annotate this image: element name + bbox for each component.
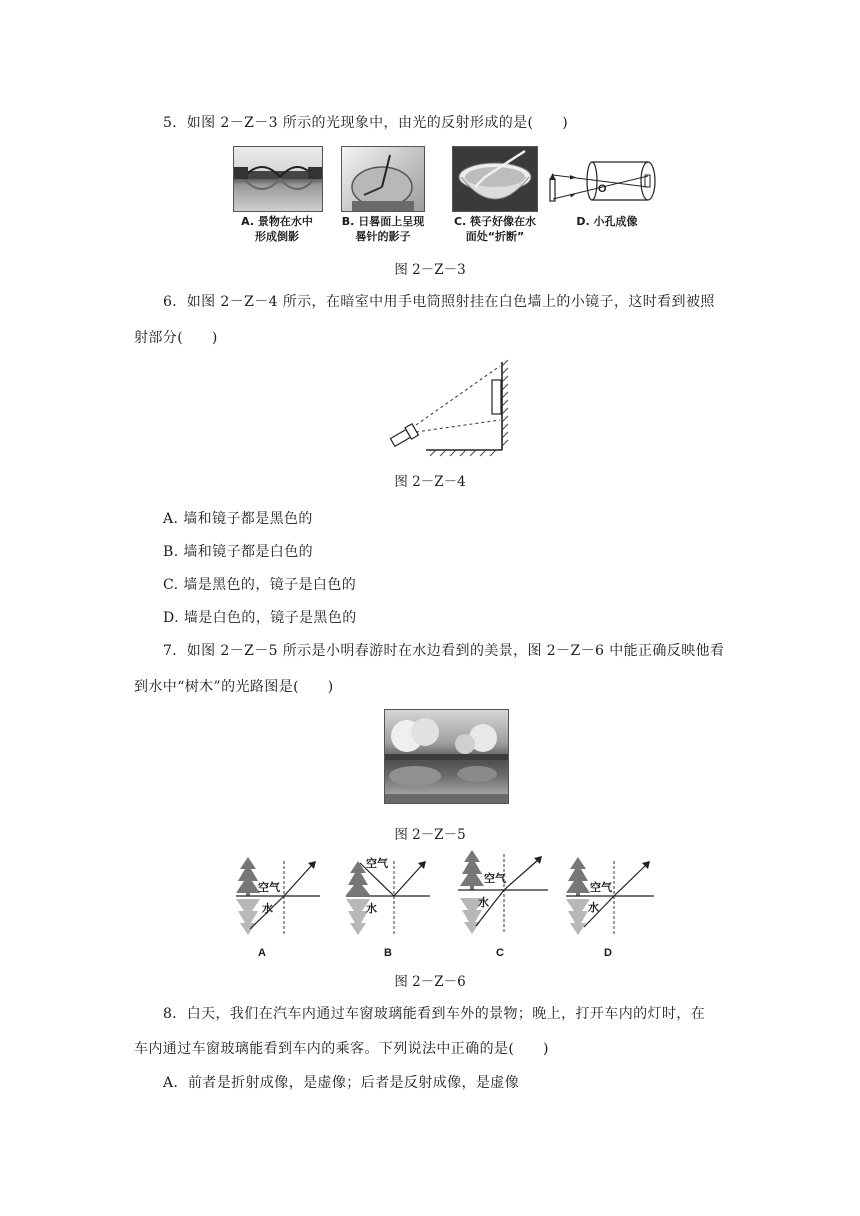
water-label-a: 水 xyxy=(262,903,273,915)
air-label-b: 空气 xyxy=(366,858,388,870)
q6-option-d: D. 墙是白色的，镜子是黑色的 xyxy=(163,610,357,626)
air-label-c: 空气 xyxy=(484,873,506,885)
figure-caption-2-z-5: 图 2－Z－5 xyxy=(394,827,466,843)
q8-stem-line1: 8．白天，我们在汽车内通过车窗玻璃能看到车外的景物；晚上，打开车内的灯时，在 xyxy=(163,1006,706,1022)
q5-option-c-label xyxy=(444,214,546,244)
figure-caption-2-z-6: 图 2－Z－6 xyxy=(394,974,466,990)
option-letter-a: A xyxy=(258,947,266,959)
q7-stem-line2: 到水中“树木”的光路图是( ) xyxy=(134,679,334,695)
figure-caption-2-z-4: 图 2－Z－4 xyxy=(394,474,466,490)
light-path-diagram-c xyxy=(458,850,548,963)
figure-caption-2-z-3: 图 2－Z－3 xyxy=(394,262,466,278)
air-label-a: 空气 xyxy=(258,882,280,894)
light-path-diagram-b xyxy=(346,855,432,963)
option-letter-c: C xyxy=(496,947,504,959)
q6-option-c: C. 墙是黑色的，镜子是白色的 xyxy=(163,577,357,593)
q5-option-b-label xyxy=(332,214,434,244)
tree-icon xyxy=(460,850,484,890)
q6-stem-line1: 6．如图 2－Z－4 所示，在暗室中用手电筒照射挂在白色墙上的小镜子，这时看到被照 xyxy=(163,294,715,310)
q8-stem-line2: 车内通过车窗玻璃能看到车内的乘客。下列说法中正确的是( ) xyxy=(134,1041,549,1057)
q5-option-a-label xyxy=(226,214,328,244)
q8-option-a: A．前者是折射成像，是虚像；后者是反射成像，是虚像 xyxy=(163,1075,520,1091)
water-label-d: 水 xyxy=(588,902,599,914)
q7-stem-line1: 7．如图 2－Z－5 所示是小明春游时在水边看到的美景，图 2－Z－6 中能正确反映他看 xyxy=(163,643,725,659)
q5-option-d-line: D. 小孔成像 xyxy=(576,215,638,228)
light-path-diagram-d xyxy=(566,855,656,963)
air-label-d: 空气 xyxy=(590,882,612,894)
lakeside-trees-photo xyxy=(384,709,509,804)
q5-stem: 5．如图 2－Z－3 所示的光现象中，由光的反射形成的是( ) xyxy=(163,115,569,131)
tree-icon xyxy=(566,857,590,896)
q5-option-a-line: A. 景物在水中 形成倒影 xyxy=(241,215,313,243)
q6-stem-line2: 射部分( ) xyxy=(134,330,218,346)
q5-option-d-label xyxy=(556,214,658,229)
q5-option-b-line: B. 日晷面上呈现 晷针的影子 xyxy=(341,215,425,243)
sundial-photo xyxy=(341,146,425,212)
pinhole-point-label: O xyxy=(598,183,607,195)
tree-icon xyxy=(236,857,260,896)
bridge-reflection-photo xyxy=(233,146,323,212)
water-label-b: 水 xyxy=(366,903,377,915)
q6-option-a: A. 墙和镜子都是黑色的 xyxy=(163,511,313,527)
flashlight-mirror-diagram xyxy=(386,358,536,458)
option-letter-b: B xyxy=(384,947,392,959)
light-path-diagram-a xyxy=(236,855,322,963)
option-letter-d: D xyxy=(604,947,612,959)
water-label-c: 水 xyxy=(478,897,489,909)
chopsticks-bowl-photo xyxy=(452,146,538,212)
q5-option-c-line: C. 筷子好像在水 面处“折断” xyxy=(453,215,537,243)
q6-option-b: B. 墙和镜子都是白色的 xyxy=(163,544,313,560)
